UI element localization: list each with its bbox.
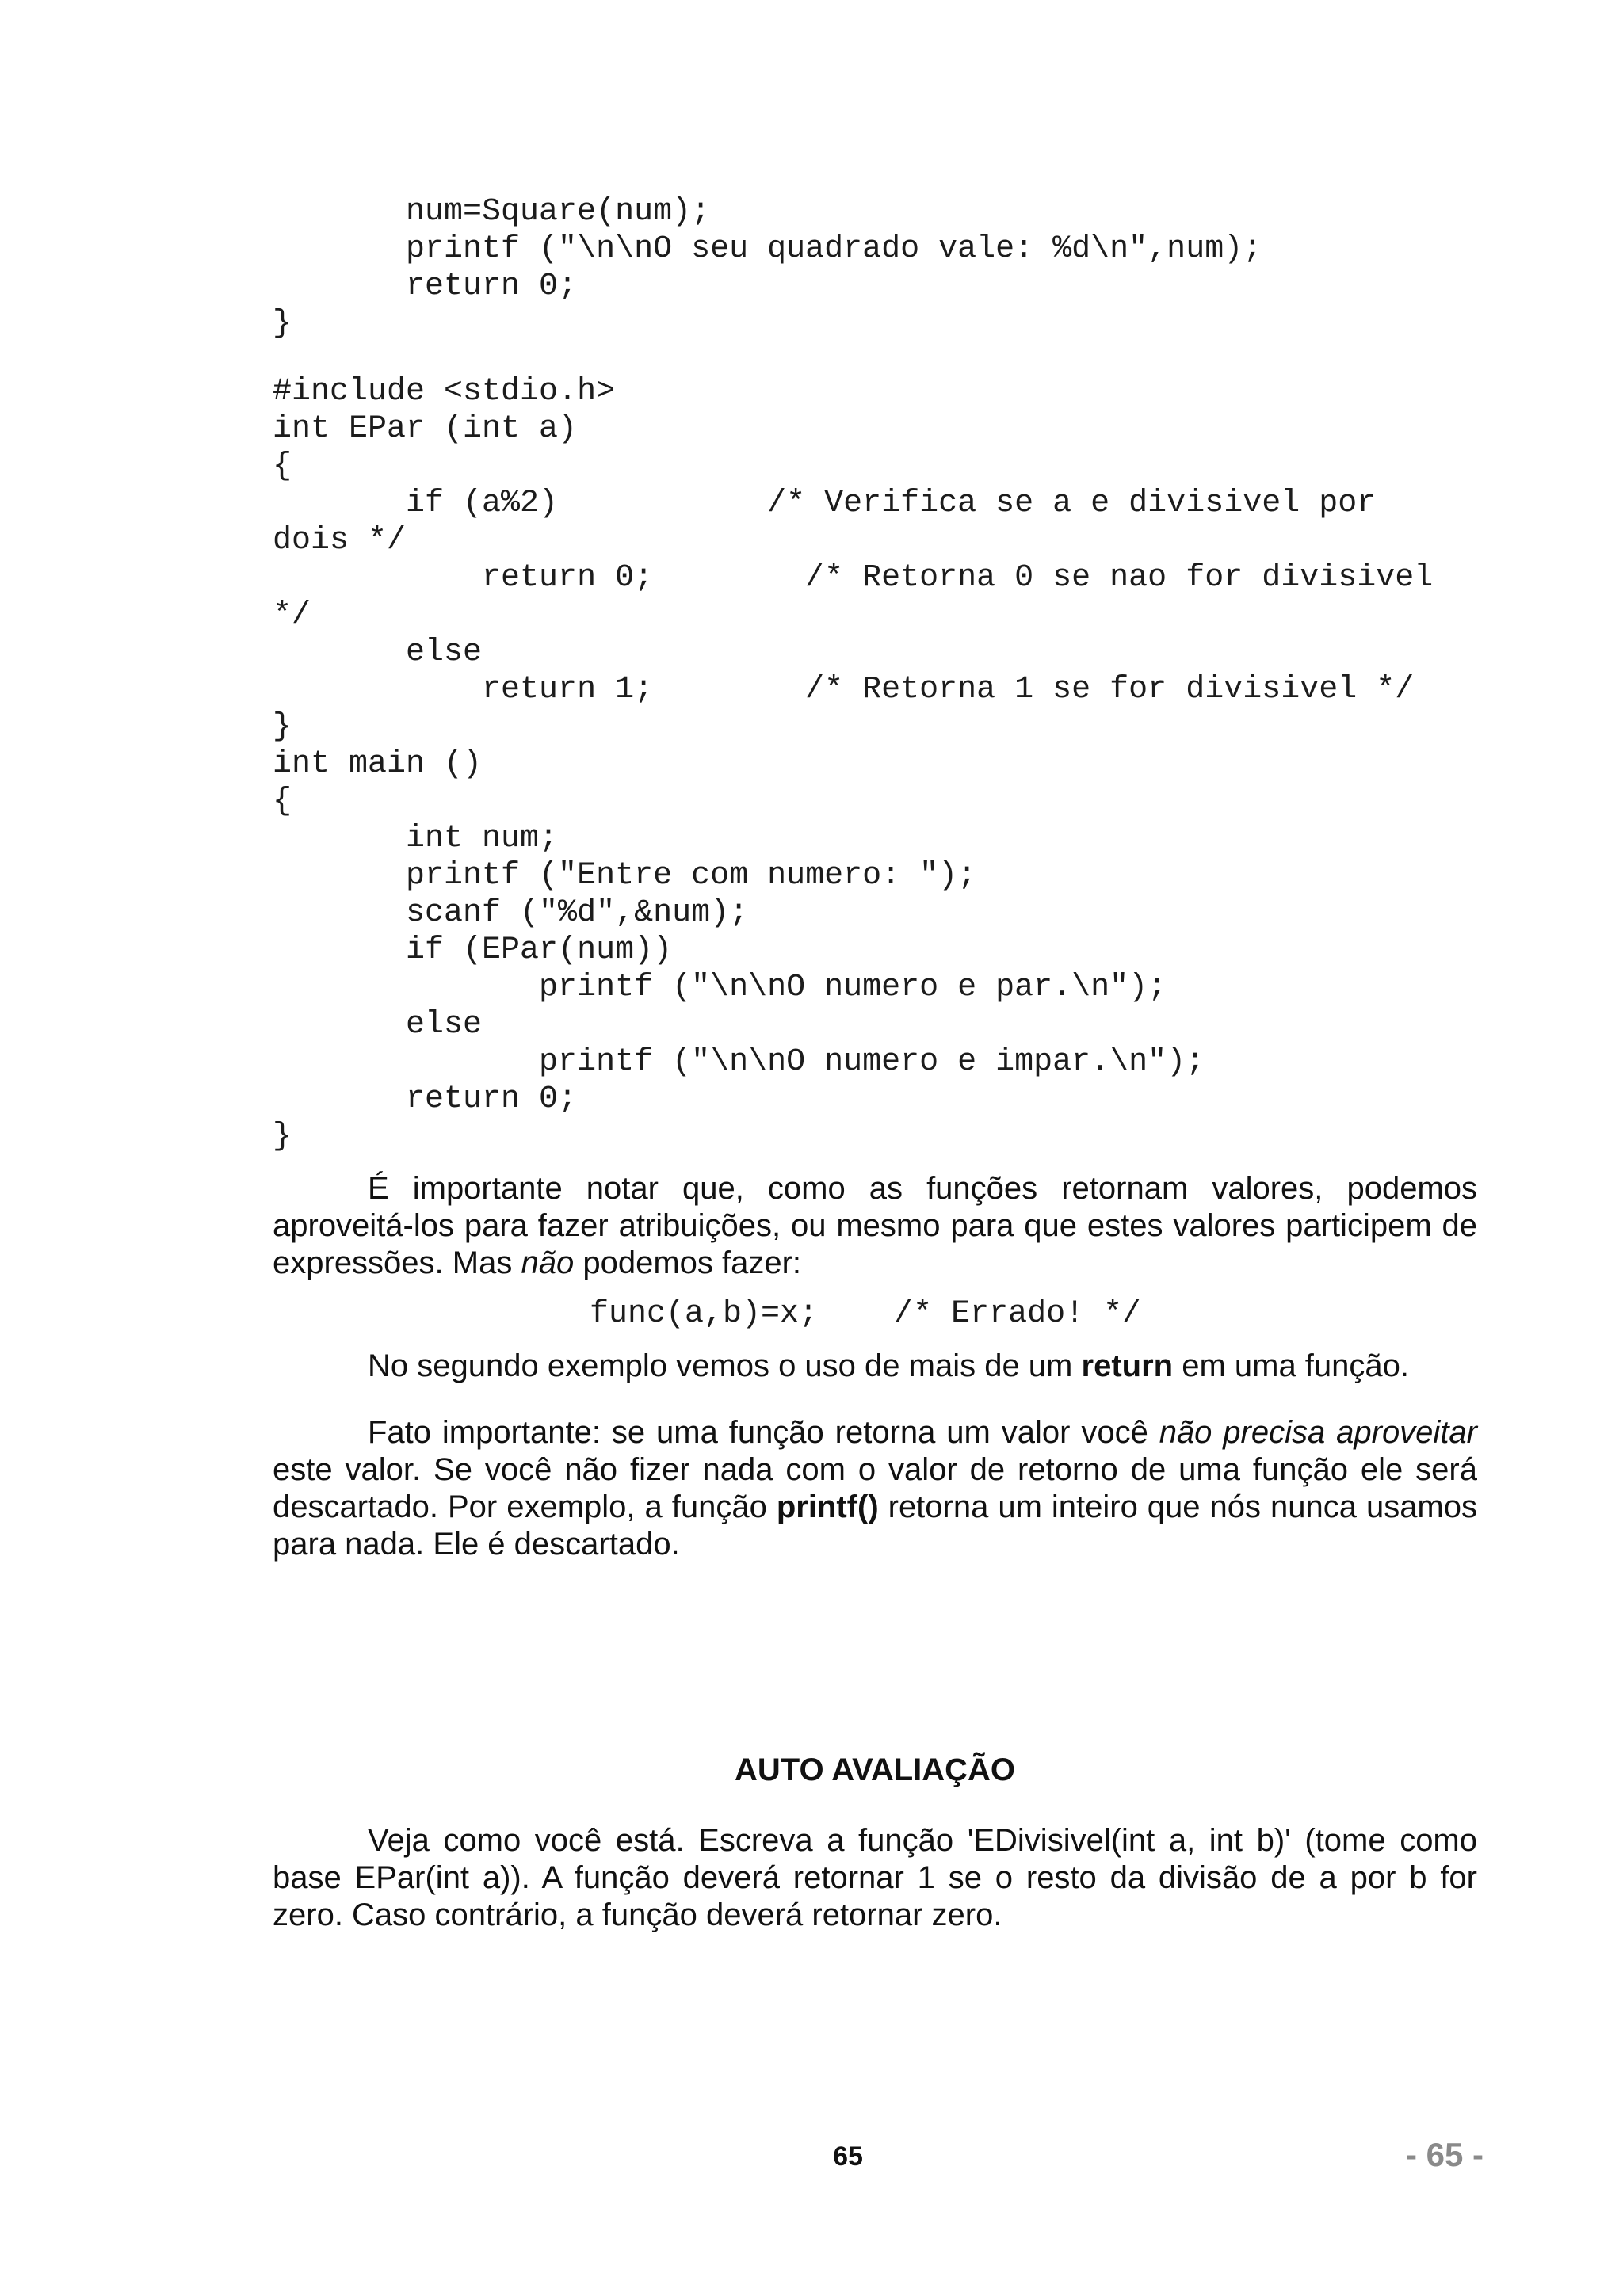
code-line: return 0; bbox=[273, 1081, 578, 1117]
code-line: else bbox=[273, 1007, 483, 1043]
code-line: { bbox=[273, 784, 292, 819]
page-number: 65 bbox=[833, 2142, 863, 2172]
code-line: */ bbox=[273, 597, 311, 633]
code-line: if (EPar(num)) bbox=[273, 933, 673, 968]
code-block-epar bbox=[273, 373, 1433, 1155]
section-title: AUTO AVALIAÇÃO bbox=[734, 1753, 1016, 1787]
paragraph-return-values: É importante notar que, como as funções retornam valores, podemos aproveitá-los para fazer atribuições, ou mesmo para que estes valores participem de expressões. Mas não podemos fazer: bbox=[273, 1171, 1477, 1280]
paragraph-exercise: Veja como você está. Escreva a função 'EDivisivel(int a, int b)' (tome como base EPar(int a)). A função deverá retornar 1 se o resto da divisão de a por b for zero. Caso contrário, a função deverá retornar zero. bbox=[273, 1823, 1477, 1932]
code-line: int EPar (int a) bbox=[273, 411, 578, 447]
code-line: else bbox=[273, 635, 483, 670]
code-line: } bbox=[273, 1119, 292, 1154]
code-line: printf ("\n\nO seu quadrado vale: %d\n",num); bbox=[273, 231, 1262, 267]
code-line: { bbox=[273, 448, 292, 484]
code-line: } bbox=[273, 709, 292, 745]
code-line: printf ("Entre com numero: "); bbox=[273, 858, 977, 894]
code-line: int main () bbox=[273, 746, 483, 782]
code-inline-wrong-assignment: func(a,b)=x; /* Errado! */ bbox=[590, 1296, 1142, 1332]
code-line: if (a%2) /* Verifica se a e divisivel por bbox=[273, 486, 1377, 521]
page-number-corner: - 65 - bbox=[1405, 2136, 1484, 2173]
code-line: printf ("\n\nO numero e par.\n"); bbox=[273, 970, 1167, 1005]
code-block-square bbox=[273, 193, 1262, 342]
code-line: return 0; /* Retorna 0 se nao for divisivel bbox=[273, 560, 1434, 596]
code-line: dois */ bbox=[273, 523, 407, 559]
code-line: scanf ("%d",&num); bbox=[273, 895, 749, 931]
paragraph-discard-return: Fato importante: se uma função retorna um valor você não precisa aproveitar este valor. Se você não fizer nada com o valor de retorno de uma função ele será descartado. Por exemplo, a função printf() retorna um inteiro que nós nunca usamos para nada. Ele é descartado. bbox=[273, 1415, 1477, 1562]
code-line: #include <stdio.h> bbox=[273, 374, 616, 410]
code-line: printf ("\n\nO numero e impar.\n"); bbox=[273, 1044, 1205, 1080]
code-line: int num; bbox=[273, 821, 559, 856]
code-line: } bbox=[273, 306, 292, 341]
code-line: num=Square(num); bbox=[273, 194, 711, 230]
paragraph-multiple-return: No segundo exemplo vemos o uso de mais de um return em uma função. bbox=[368, 1348, 1410, 1383]
code-line: return 1; /* Retorna 1 se for divisivel */ bbox=[273, 672, 1415, 707]
code-line: return 0; bbox=[273, 269, 578, 304]
